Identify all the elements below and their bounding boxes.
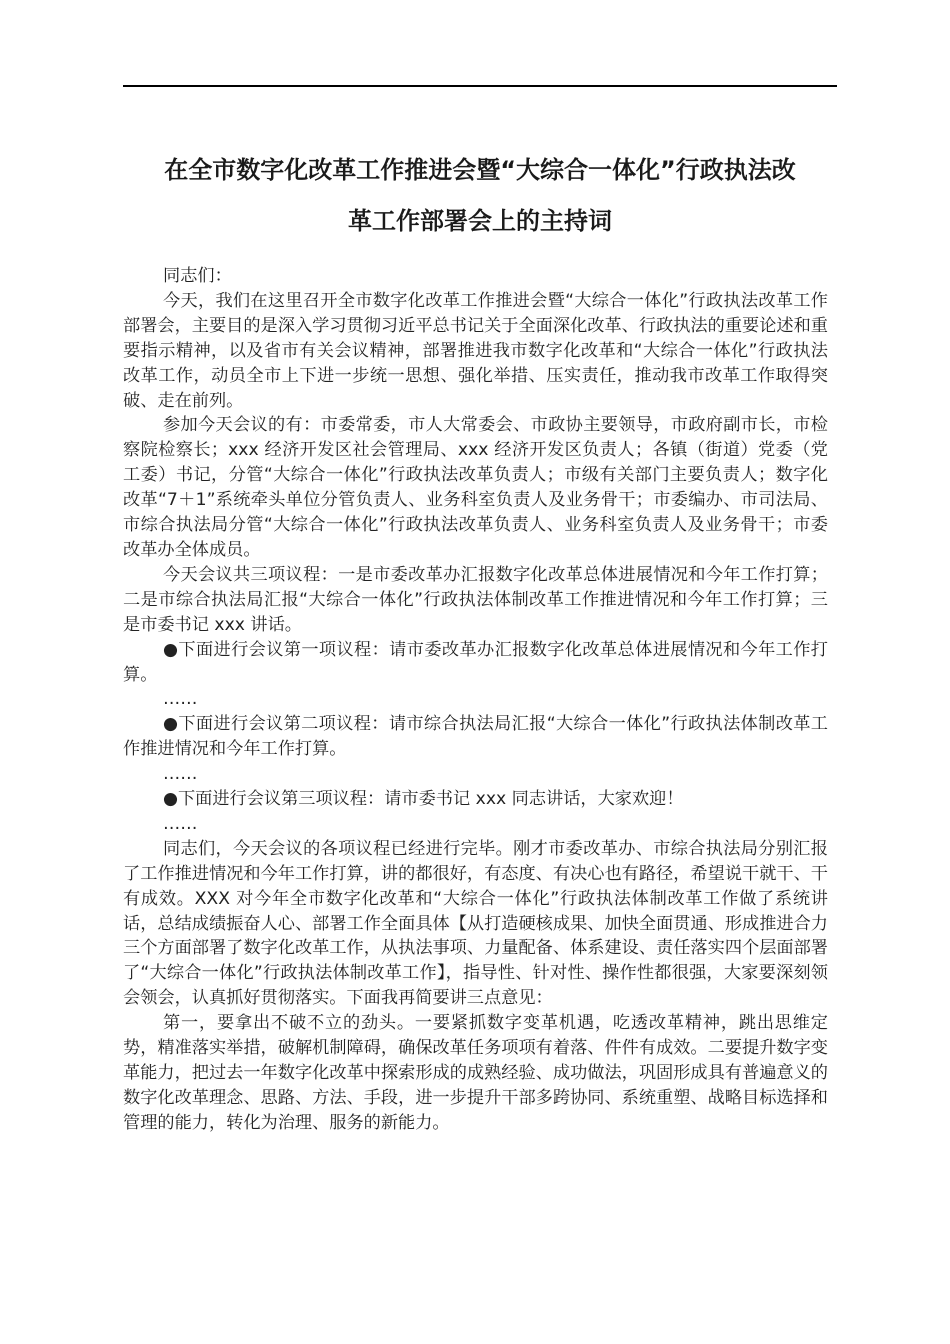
header-rule	[123, 85, 837, 87]
agenda-item-2: ●下面进行会议第二项议程：请市综合执法局汇报“大综合一体化”行政执法体制改革工作推进情况和今年工作打算。	[123, 714, 828, 760]
ellipsis: ……	[163, 689, 198, 710]
paragraph-agenda: 今天会议共三项议程：一是市委改革办汇报数字化改革总体进展情况和今年工作打算；二是市综合执法局汇报“大综合一体化”行政执法体制改革工作推进情况和今年工作打算；三是市委书记 xxx 讲话。	[123, 564, 828, 635]
title-line-2: 革工作部署会上的主持词	[348, 207, 612, 235]
ellipsis: ……	[163, 764, 198, 785]
salutation: 同志们：	[163, 266, 232, 286]
ellipsis: ……	[163, 813, 198, 834]
document-body	[123, 264, 828, 1136]
paragraph-attendees: 参加今天会议的有：市委常委，市人大常委会、市政协主要领导，市政府副市长，市检察院检察长；xxx 经济开发区社会管理局、xxx 经济开发区负责人；各镇（街道）党委（党工委）书记，分管“大综合一体化”行政执法改革负责人；市级有关部门主要负责人；数字化改革“7＋1”系统牵头单位分管负责人、业务科室负责人及业务骨干；市委编办、市司法局、市综合执法局分管“大综合一体化”行政执法改革负责人、业务科室负责人及业务骨干；市委改革办全体成员。	[123, 415, 828, 560]
agenda-item-1: ●下面进行会议第一项议程：请市委改革办汇报数字化改革总体进展情况和今年工作打算。	[123, 639, 828, 685]
title-line-1: 在全市数字化改革工作推进会暨“大综合一体化”行政执法改	[164, 156, 796, 184]
paragraph-purpose: 今天，我们在这里召开全市数字化改革工作推进会暨“大综合一体化”行政执法改革工作部署会，主要目的是深入学习贯彻习近平总书记关于全面深化改革、行政执法的重要论述和重要指示精神，以及省市有关会议精神，部署推进我市数字化改革和“大综合一体化”行政执法改革工作，动员全市上下进一步统一思想、强化举措、压实责任，推动我市改革工作取得突破、走在前列。	[123, 290, 828, 411]
paragraph-point-1: 第一，要拿出不破不立的劲头。一要紧抓数字变革机遇，吃透改革精神，跳出思维定势，精准落实举措，破解机制障碍，确保改革任务项项有着落、件件有成效。二要提升数字变革能力，把过去一年数字化改革中探索形成的成熟经验、成功做法，巩固形成具有普遍意义的数字化改革理念、思路、方法、手段，进一步提升干部多跨协同、系统重塑、战略目标选择和管理的能力，转化为治理、服务的新能力。	[123, 1013, 828, 1133]
document-title	[118, 145, 842, 247]
agenda-item-3: ●下面进行会议第三项议程：请市委书记 xxx 同志讲话，大家欢迎！	[163, 789, 684, 810]
paragraph-summary: 同志们，今天会议的各项议程已经进行完毕。刚才市委改革办、市综合执法局分别汇报了工作推进情况和今年工作打算，讲的都很好，有态度、有决心也有路径，希望说干就干、干有成效。XXX 对今年全市数字化改革和“大综合一体化”行政执法体制改革工作做了系统讲话，总结成绩振奋人心、部署工作全面具体【从打造硬核成果、加快全面贯通、形成推进合力三个方面部署了数字化改革工作，从执法事项、力量配备、体系建设、责任落实四个层面部署了“大综合一体化”行政执法体制改革工作】，指导性、针对性、操作性都很强，大家要深刻领会领会，认真抓好贯彻落实。下面我再简要讲三点意见：	[123, 838, 828, 1009]
